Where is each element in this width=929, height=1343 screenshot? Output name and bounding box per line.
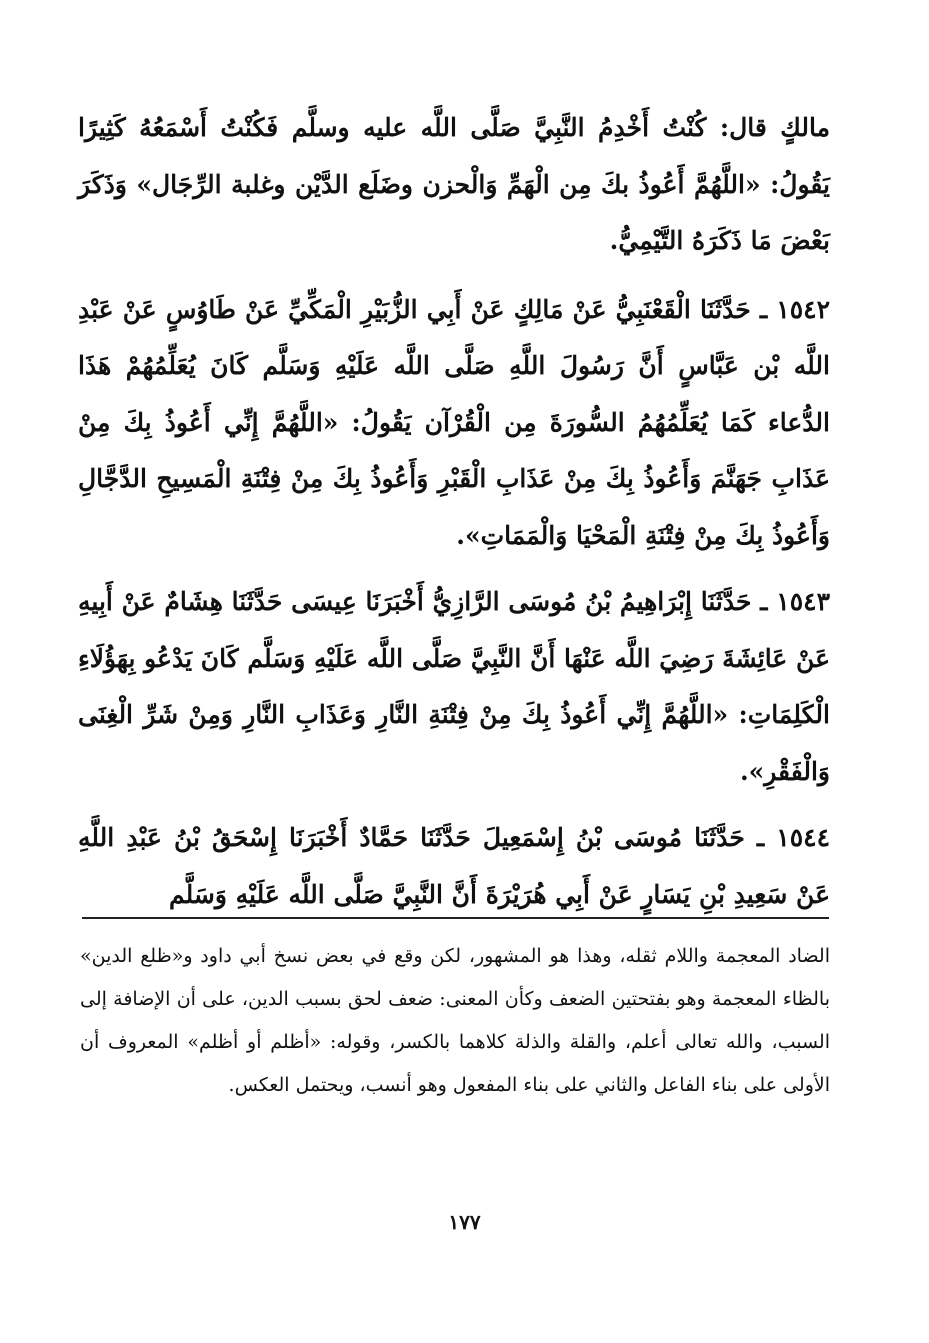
main-text-body <box>78 100 830 933</box>
page-number: ١٧٧ <box>448 1210 481 1234</box>
footnote-text: الضاد المعجمة واللام ثقله، وهذا هو المشهور، لكن وقع في بعض نسخ أبي داود و«ظلع الدين» بالظاء المعجمة وهو بفتحتين الضعف وكأن المعنى: ضعف لحق بسبب الدين، على أن الإضافة إلى السبب، والله تعالى أعلم، والقلة والذلة كلاهما بالكسر، وقوله: «أظلم أو أظلم» المعروف أن الأولى على بناء الفاعل والثاني على بناء المفعول وهو أنسب، ويحتمل العكس. <box>80 945 830 1096</box>
hadith-1544: ١٥٤٤ ـ حَدَّثَنَا مُوسَى بْنُ إِسْمَعِيلَ حَدَّثَنَا حَمَّادٌ أَخْبَرَنَا إِسْحَقُ بْنُ عَبْدِ اللَّهِ عَنْ سَعِيدِ بْنِ يَسَارٍ عَنْ أَبِي هُرَيْرَةَ أَنَّ النَّبِيَّ صَلَّى اللَّه عَلَيْهِ وَسَلَّم <box>78 823 830 909</box>
hadith-1542: ١٥٤٢ ـ حَدَّثَنَا الْقَعْنَبِيُّ عَنْ مَالِكٍ عَنْ أَبِي الزُّبَيْرِ الْمَكِّيِّ عَنْ طَاوُسٍ عَنْ عَبْدِ اللَّه بْن عَبَّاسٍ أَنَّ رَسُولَ اللَّهِ صَلَّى اللَّه عَلَيْهِ وَسَلَّم كَانَ يُعَلِّمُهُمْ هَذَا الدُّعاء كَمَا يُعَلِّمُهُمُ السُّورَةَ مِن الْقُرْآن يَقُولُ: «اللَّهُمَّ إِنِّي أَعُوذُ بِكَ مِنْ عَذَابِ جَهَنَّمَ وَأَعُوذُ بِكَ مِنْ عَذَابِ الْقَبْرِ وَأَعُوذُ بِكَ مِنْ فِتْنَةِ الْمَسِيحِ الدَّجَّالِ وَأَعُوذُ بِكَ مِنْ فِتْنَةِ الْمَحْيَا وَالْمَمَاتِ». <box>78 294 830 550</box>
paragraph-continuation: مالكٍ قال: كُنْتُ أَخْدِمُ النَّبِيَّ صَلَّى اللَّه عليه وسلَّم فَكُنْتُ أَسْمَعُهُ كَثِيرًا يَقُولُ: «اللَّهُمَّ أَعُوذُ بكَ مِن الْهَمِّ وَالْحزن وضَلَع الدَّيْن وغلبة الرِّجَال» وَذَكَرَ بَعْضَ مَا ذَكَرَهُ التَّيْمِيُّ. <box>78 113 830 255</box>
hadith-1543: ١٥٤٣ ـ حَدَّثَنَا إِبْرَاهِيمُ بْنُ مُوسَى الرَّازِيُّ أَخْبَرَنَا عِيسَى حَدَّثَنَا هِشَامٌ عَنْ أَبِيهِ عَنْ عَائِشَةَ رَضِيَ اللَّه عَنْهَا أَنَّ النَّبِيَّ صَلَّى اللَّه عَلَيْهِ وَسَلَّم كَانَ يَدْعُو بِهَؤُلَاءِ الْكَلِمَاتِ: «اللَّهُمَّ إِنِّي أَعُوذُ بِكَ مِنْ فِتْنَةِ النَّارِ وَعَذَابِ النَّارِ وَمِنْ شَرِّ الْغِنَى وَالْفَقْرِ». <box>78 587 830 786</box>
footnote-block <box>80 935 830 1107</box>
footnote-divider <box>82 917 829 919</box>
